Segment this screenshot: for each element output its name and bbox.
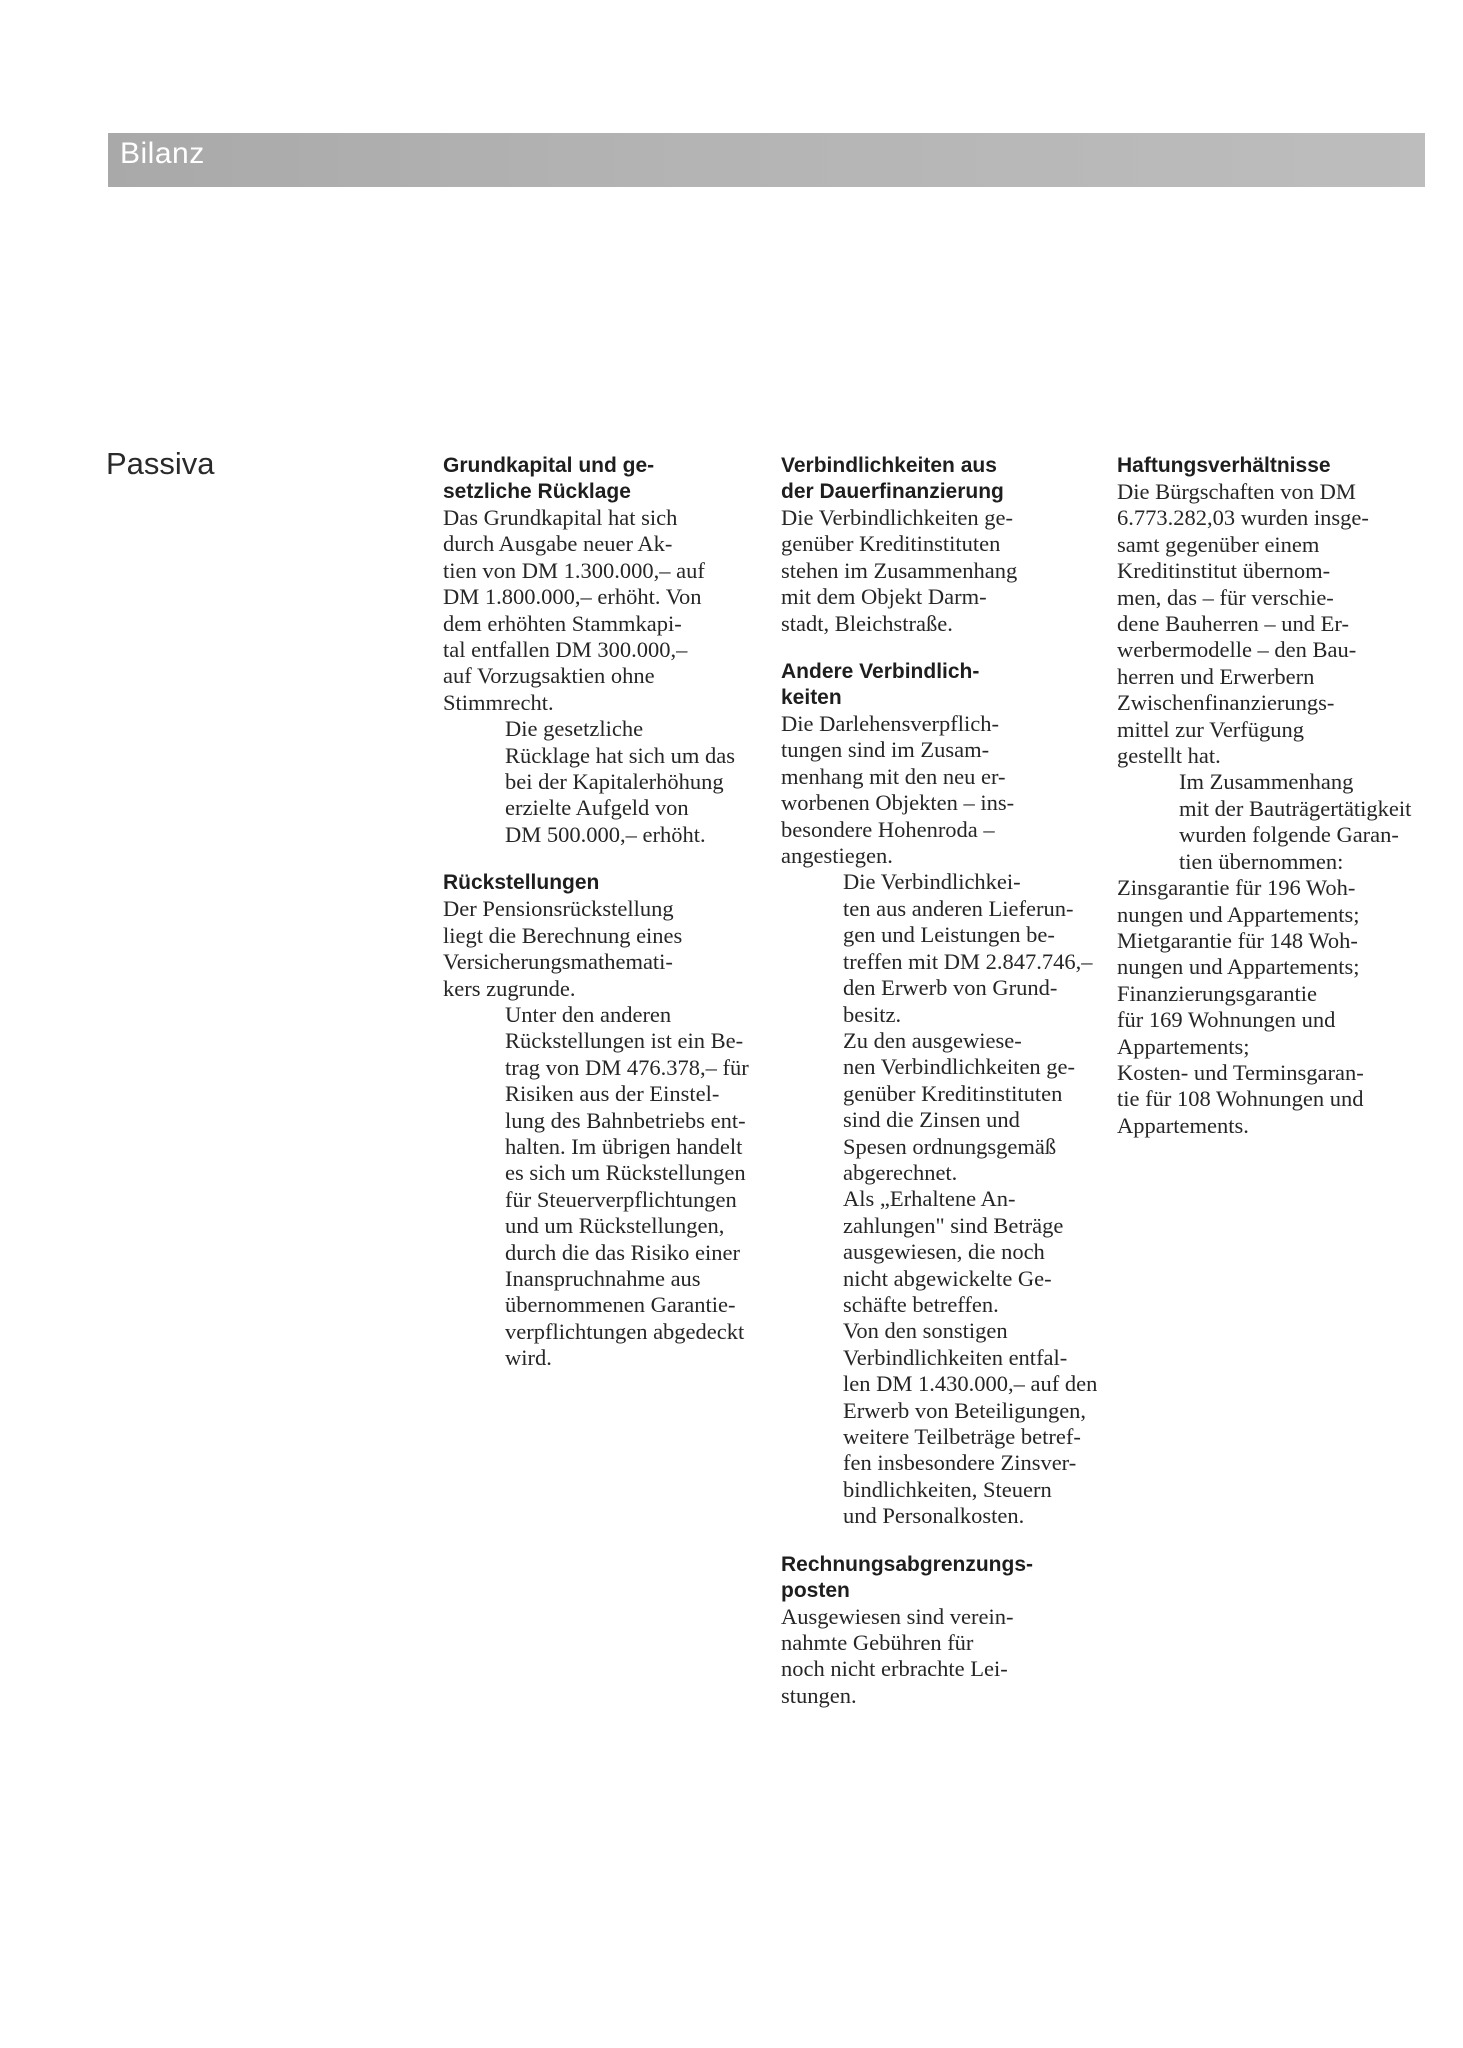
header-bar <box>108 133 1425 187</box>
text-line: Zu den ausgewiese- <box>843 1027 1022 1053</box>
text-line: gen und Leistungen be- <box>843 922 1055 948</box>
text-line: weitere Teilbeträge betref- <box>843 1424 1081 1449</box>
text-line: abgerechnet. <box>843 1159 958 1185</box>
text-column-1 <box>443 453 763 1394</box>
text-line: menhang mit den neu er- <box>781 763 1006 789</box>
paragraph <box>781 1318 1101 1529</box>
text-line: tie für 108 Wohnungen und <box>1117 1086 1364 1112</box>
text-line: Appartements; <box>1117 1033 1250 1059</box>
text-line: herren und Erwerbern <box>1117 663 1315 689</box>
section-heading <box>781 659 1101 711</box>
text-line: wurden folgende Garan- <box>1179 822 1399 848</box>
heading-line: Rechnungsabgrenzungs- <box>781 1552 1034 1576</box>
text-line: angestiegen. <box>781 843 893 869</box>
text-line: Rücklage hat sich um das <box>505 742 735 768</box>
text-line: samt gegenüber einem <box>1117 531 1320 557</box>
section-heading <box>1117 453 1437 479</box>
paragraph <box>443 896 763 1002</box>
text-line: Kosten- und Terminsgaran- <box>1117 1059 1364 1085</box>
text-line: 6.773.282,03 wurden insge- <box>1117 505 1369 531</box>
text-line: Inanspruchnahme aus <box>505 1265 701 1291</box>
text-line: men, das – für verschie- <box>1117 584 1334 610</box>
heading-line: Andere Verbindlich- <box>781 660 980 684</box>
text-line: nahmte Gebühren für <box>781 1630 974 1656</box>
heading-line: posten <box>781 1578 850 1602</box>
text-section <box>781 659 1101 1530</box>
heading-line: Haftungsverhältnisse <box>1117 454 1331 477</box>
text-line: dene Bauherren – und Er- <box>1117 611 1349 637</box>
text-line: auf Vorzugsaktien ohne <box>443 663 655 689</box>
text-line: stehen im Zusammenhang <box>781 557 1018 583</box>
text-line: Zwischenfinanzierungs- <box>1117 690 1335 716</box>
paragraph <box>781 1028 1101 1186</box>
paragraph <box>443 716 763 848</box>
paragraph <box>781 505 1101 637</box>
heading-line: der Dauerfinanzierung <box>781 480 1004 503</box>
text-line: für 169 Wohnungen und <box>1117 1007 1336 1033</box>
paragraph <box>443 505 763 716</box>
text-line: DM 500.000,– erhöht. <box>505 821 706 847</box>
text-section <box>443 870 763 1371</box>
text-line: tien übernommen: <box>1179 848 1344 874</box>
text-line: Stimmrecht. <box>443 689 554 715</box>
paragraph <box>781 711 1101 869</box>
text-line: Das Grundkapital hat sich <box>443 505 678 530</box>
text-line: durch Ausgabe neuer Ak- <box>443 531 673 557</box>
text-line: bei der Kapitalerhöhung <box>505 769 724 795</box>
text-line: nungen und Appartements; <box>1117 954 1360 980</box>
text-line: Zinsgarantie für 196 Woh- <box>1117 875 1356 901</box>
section-label: Passiva <box>106 446 215 481</box>
text-line: noch nicht erbrachte Lei- <box>781 1656 1008 1682</box>
text-line: ten aus anderen Lieferun- <box>843 895 1074 921</box>
text-line: genüber Kreditinstituten <box>843 1080 1063 1106</box>
text-line: nicht abgewickelte Ge- <box>843 1265 1052 1291</box>
text-line: Kreditinstitut übernom- <box>1117 558 1331 584</box>
text-line: besondere Hohenroda – <box>781 816 995 842</box>
text-line: mittel zur Verfügung <box>1117 716 1305 742</box>
text-line: es sich um Rückstellungen <box>505 1160 746 1186</box>
text-line: verpflichtungen abgedeckt <box>505 1318 745 1344</box>
heading-line: setzliche Rücklage <box>443 480 631 503</box>
text-line: wird. <box>505 1345 552 1371</box>
text-line: stungen. <box>781 1682 857 1708</box>
text-line: und Personalkosten. <box>843 1503 1025 1529</box>
text-line: halten. Im übrigen handelt <box>505 1133 743 1159</box>
text-section <box>781 453 1101 637</box>
text-section <box>781 1552 1101 1710</box>
text-line: Ausgewiesen sind verein- <box>781 1603 1014 1629</box>
text-line: Die Darlehensverpflich- <box>781 711 1000 737</box>
text-line: besitz. <box>843 1001 902 1027</box>
text-line: durch die das Risiko einer <box>505 1239 740 1265</box>
text-line: len DM 1.430.000,– auf den <box>843 1371 1098 1397</box>
text-line: Die gesetzliche <box>505 716 644 742</box>
paragraph <box>443 1002 763 1372</box>
paragraph <box>1117 769 1437 875</box>
text-line: Als „Erhaltene An- <box>843 1186 1016 1212</box>
text-line: zahlungen" sind Beträge <box>843 1212 1064 1238</box>
heading-line: Verbindlichkeiten aus <box>781 454 997 477</box>
text-line: übernommenen Garantie- <box>505 1292 736 1318</box>
text-line: schäfte betreffen. <box>843 1291 999 1317</box>
text-line: und um Rückstellungen, <box>505 1213 725 1239</box>
text-line: fen insbesondere Zinsver- <box>843 1450 1077 1476</box>
section-heading <box>443 870 763 896</box>
text-line: Rückstellungen ist ein Be- <box>505 1028 744 1054</box>
text-line: treffen mit DM 2.847.746,– <box>843 948 1093 974</box>
text-line: Im Zusammenhang <box>1179 769 1354 795</box>
text-line: Appartements. <box>1117 1112 1249 1138</box>
text-line: tien von DM 1.300.000,– auf <box>443 557 705 583</box>
text-section <box>443 453 763 848</box>
text-line: Mietgarantie für 148 Woh- <box>1117 927 1358 953</box>
text-line: erzielte Aufgeld von <box>505 795 689 821</box>
text-line: Der Pensionsrückstellung <box>443 896 674 922</box>
text-line: tungen sind im Zusam- <box>781 737 990 763</box>
text-line: den Erwerb von Grund- <box>843 975 1058 1001</box>
text-line: lung des Bahnbetriebs ent- <box>505 1107 746 1133</box>
text-line: Die Bürgschaften von DM <box>1117 479 1356 504</box>
heading-line: Grundkapital und ge- <box>443 454 655 477</box>
text-line: tal entfallen DM 300.000,– <box>443 637 688 663</box>
text-line: dem erhöhten Stammkapi- <box>443 610 682 636</box>
paragraph <box>1117 479 1437 769</box>
text-line: bindlichkeiten, Steuern <box>843 1476 1052 1502</box>
text-line: trag von DM 476.378,– für <box>505 1054 749 1080</box>
text-line: Erwerb von Beteiligungen, <box>843 1397 1087 1423</box>
text-line: stadt, Bleichstraße. <box>781 610 953 636</box>
text-line: ausgewiesen, die noch <box>843 1239 1045 1265</box>
text-line: gestellt hat. <box>1117 743 1221 769</box>
text-line: nungen und Appartements; <box>1117 901 1360 927</box>
text-line: sind die Zinsen und <box>843 1107 1020 1133</box>
text-line: kers zugrunde. <box>443 975 576 1001</box>
paragraph <box>781 1186 1101 1318</box>
text-line: werbermodelle – den Bau- <box>1117 637 1357 663</box>
section-heading <box>443 453 763 505</box>
text-line: Verbindlichkeiten entfal- <box>843 1344 1068 1370</box>
text-line: Risiken aus der Einstel- <box>505 1081 720 1107</box>
text-line: Von den sonstigen <box>843 1318 1008 1344</box>
text-column-3 <box>1117 453 1437 1161</box>
text-line: für Steuerverpflichtungen <box>505 1186 737 1212</box>
heading-line: keiten <box>781 686 842 710</box>
header-title: Bilanz <box>120 137 205 170</box>
paragraph <box>781 869 1101 1027</box>
text-section <box>1117 453 1437 1139</box>
text-line: worbenen Objekten – ins- <box>781 790 1015 816</box>
text-line: Finanzierungsgarantie <box>1117 980 1317 1006</box>
text-line: Unter den anderen <box>505 1001 672 1027</box>
section-heading <box>781 1552 1101 1604</box>
text-line: Die Verbindlichkeiten ge- <box>781 505 1014 530</box>
text-line: Die Verbindlichkei- <box>843 869 1021 895</box>
paragraph <box>1117 875 1437 1139</box>
text-line: mit der Bauträgertätigkeit <box>1179 795 1412 821</box>
text-line: DM 1.800.000,– erhöht. Von <box>443 584 702 610</box>
text-line: Versicherungsmathemati- <box>443 949 673 975</box>
section-heading <box>781 453 1101 505</box>
text-line: liegt die Berechnung eines <box>443 922 683 948</box>
heading-line: Rückstellungen <box>443 871 600 895</box>
paragraph <box>781 1604 1101 1710</box>
text-line: genüber Kreditinstituten <box>781 531 1001 557</box>
text-line: nen Verbindlichkeiten ge- <box>843 1054 1076 1080</box>
text-column-2 <box>781 453 1101 1731</box>
text-line: Spesen ordnungsgemäß <box>843 1133 1057 1159</box>
text-line: mit dem Objekt Darm- <box>781 584 987 610</box>
